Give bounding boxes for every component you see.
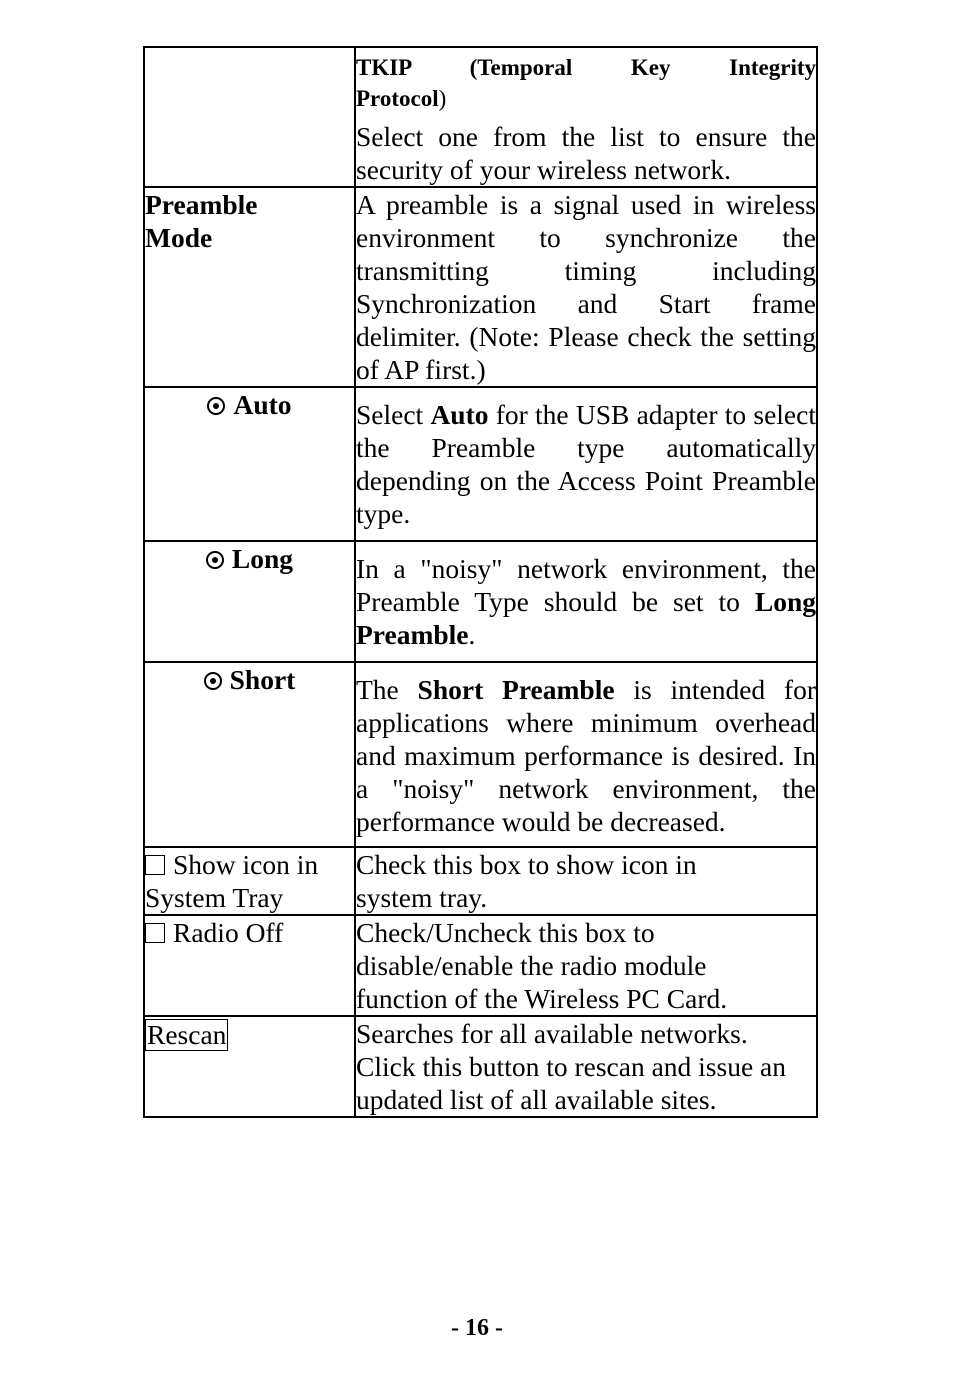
long-desc-bold: Long Preamble bbox=[356, 586, 816, 650]
short-desc-after: is intended for applications where minimum overhead and maximum performance is desired. In a "noisy" network environment, the performance would be decreased. bbox=[356, 674, 816, 837]
auto-desc-bold: Auto bbox=[430, 399, 489, 430]
show-icon-label-cell bbox=[144, 847, 355, 915]
table-row-tkip bbox=[144, 47, 817, 187]
long-desc-before: In a "noisy" network environment, the Preamble Type should be set to bbox=[356, 553, 816, 617]
long-label-cell bbox=[144, 541, 355, 662]
table-row-preamble-mode bbox=[144, 187, 817, 387]
radio-off-description-cell bbox=[355, 915, 817, 1016]
show-icon-label: Show icon in System Tray bbox=[145, 849, 319, 913]
show-icon-description-cell bbox=[355, 847, 817, 915]
page-number: - 16 - bbox=[451, 1315, 503, 1341]
auto-desc-before: Select bbox=[356, 399, 431, 430]
show-icon-description: Check this box to show icon in system tray. bbox=[356, 849, 697, 913]
short-desc-bold: Short Preamble bbox=[417, 674, 615, 705]
rescan-button[interactable]: Rescan bbox=[147, 1019, 227, 1050]
radio-off-label: Radio Off bbox=[173, 917, 284, 948]
checkbox-icon[interactable] bbox=[145, 923, 165, 943]
radio-selected-icon bbox=[206, 551, 224, 569]
rescan-description: Searches for all available networks. Click this button to rescan and issue an updated list of all available sites. bbox=[356, 1018, 786, 1115]
radio-off-label-cell bbox=[144, 915, 355, 1016]
auto-label-cell bbox=[144, 387, 355, 541]
tkip-label-cell bbox=[144, 47, 355, 187]
settings-table bbox=[143, 46, 818, 1118]
table-row-short bbox=[144, 662, 817, 847]
auto-description bbox=[356, 398, 816, 530]
table-row-auto bbox=[144, 387, 817, 541]
rescan-description-cell bbox=[355, 1016, 817, 1117]
tkip-heading-line2: Protocol bbox=[356, 86, 439, 111]
short-label-cell bbox=[144, 662, 355, 847]
tkip-heading bbox=[356, 52, 816, 114]
preamble-mode-description: A preamble is a signal used in wireless environment to synchronize the transmitting timing including Synchronization and Start frame delimiter. (Note: Please check the setting of AP first.) bbox=[356, 189, 816, 385]
rescan-label-cell bbox=[144, 1016, 355, 1117]
tkip-heading-close: ) bbox=[438, 86, 447, 111]
auto-label: Auto bbox=[233, 389, 292, 420]
table-row-show-icon bbox=[144, 847, 817, 915]
preamble-mode-label-cell bbox=[144, 187, 355, 387]
long-description bbox=[356, 552, 816, 651]
radio-selected-icon bbox=[204, 672, 222, 690]
auto-desc-after: for the USB adapter to select the Preamble type automatically depending on the Access Point Preamble type. bbox=[356, 399, 816, 529]
preamble-mode-description-cell bbox=[355, 187, 817, 387]
checkbox-icon[interactable] bbox=[145, 855, 165, 875]
tkip-description-cell bbox=[355, 47, 817, 187]
radio-off-description: Check/Uncheck this box to disable/enable the radio module function of the Wireless PC Card. bbox=[356, 917, 728, 1014]
table-row-long bbox=[144, 541, 817, 662]
long-label: Long bbox=[231, 543, 294, 574]
long-description-cell bbox=[355, 541, 817, 662]
tkip-description: Select one from the list to ensure the security of your wireless network. bbox=[356, 121, 816, 185]
tkip-heading-line1: TKIP (Temporal Key Integrity bbox=[356, 55, 816, 80]
short-description bbox=[356, 673, 816, 838]
short-desc-before: The bbox=[356, 674, 418, 705]
auto-description-cell bbox=[355, 387, 817, 541]
long-desc-after: . bbox=[468, 619, 476, 650]
table-row-rescan bbox=[144, 1016, 817, 1117]
radio-selected-icon bbox=[207, 397, 225, 415]
table-row-radio-off bbox=[144, 915, 817, 1016]
short-description-cell bbox=[355, 662, 817, 847]
short-label: Short bbox=[229, 664, 296, 695]
preamble-mode-label: Preamble Mode bbox=[145, 189, 258, 253]
